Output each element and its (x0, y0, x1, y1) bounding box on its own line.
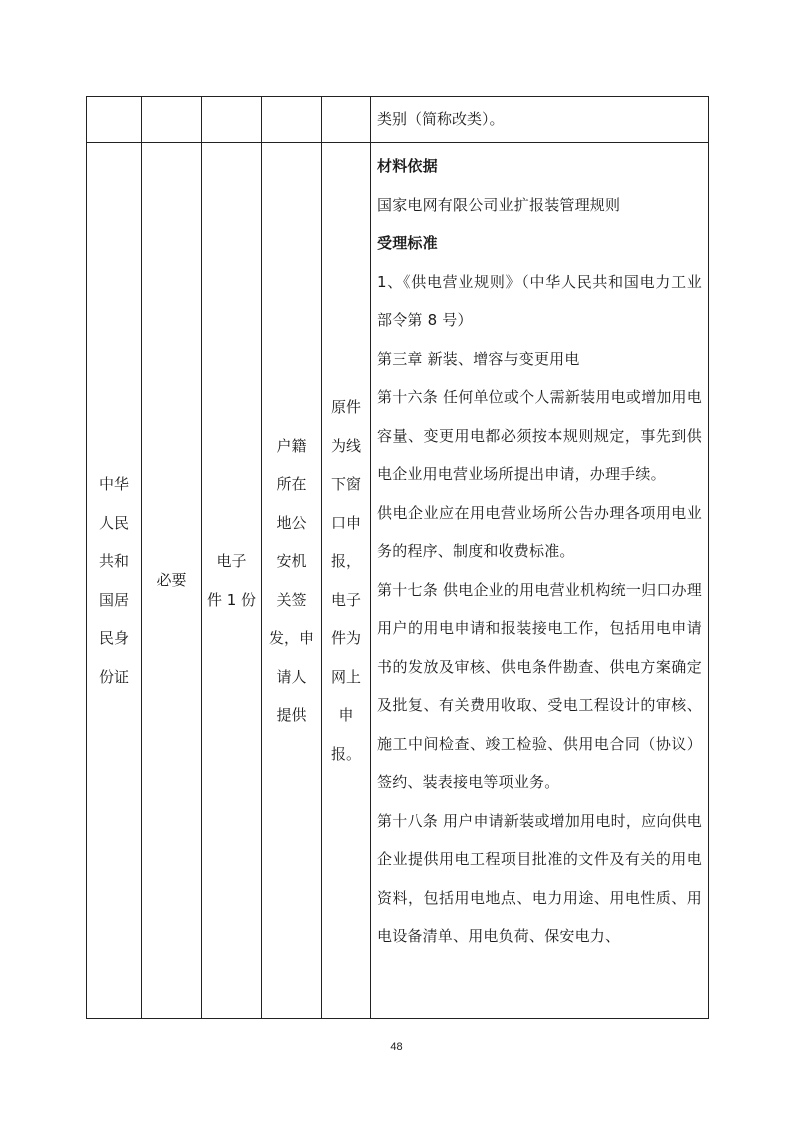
criteria-paragraph: 第十八条 用户申请新装或增加用电时，应向供电企业提供用电工程项目批准的文件及有关的用电资料，包括用电地点、电力用途、用电性质、用电设备清单、用电负荷、保安电力、 (377, 811, 702, 945)
submission-method-line: 报， (330, 552, 361, 570)
material-form (202, 542, 261, 619)
criteria-paragraph: 第三章 新装、增容与变更用电 (377, 349, 580, 368)
continuation-text: 类别（简称改类）。 (377, 110, 505, 128)
cell-submission-method (322, 143, 371, 1019)
section-heading: 受理标准 (377, 234, 438, 252)
criteria-paragraph: 国家电网有限公司业扩报装管理规则 (377, 195, 621, 214)
material-source-line: 地公 (276, 513, 307, 532)
material-name-line: 共和 (98, 552, 129, 570)
material-source (262, 427, 321, 735)
material-name-line: 中华 (98, 475, 129, 493)
material-source-line: 安机 (276, 552, 307, 570)
submission-method-line: 下窗 (330, 475, 361, 493)
criteria-paragraph: 第十六条 任何单位或个人需新装用电或增加用电容量、变更用电都必须按本规则规定，事先到供电企业用电营业场所提出申请，办理手续。 (377, 388, 702, 483)
section-heading: 材料依据 (377, 157, 438, 175)
page-number: 48 (390, 1041, 403, 1053)
material-form-line: 件 1 份 (206, 590, 257, 609)
cell-required (142, 143, 202, 1019)
material-name-line: 人民 (98, 513, 129, 532)
material-name-line: 国居 (98, 590, 129, 609)
submission-method-line: 口申 (330, 513, 361, 532)
material-name-line: 民身 (98, 629, 129, 647)
submission-method-line: 报。 (330, 744, 361, 763)
submission-method (322, 388, 370, 773)
cell-empty-4 (262, 97, 322, 143)
material-source-line: 所在 (276, 475, 307, 493)
table-row-id-card (87, 143, 709, 1019)
material-form-line: 电子 (216, 552, 247, 570)
material-source-line: 户籍 (276, 436, 307, 455)
submission-method-line: 网上 (330, 667, 361, 686)
submission-method-line: 原件 (330, 398, 361, 416)
submission-method-line: 件为 (330, 629, 361, 647)
cell-acceptance-criteria (371, 143, 709, 1019)
required-flag: 必要 (156, 571, 187, 590)
criteria-paragraph: 供电企业应在用电营业场所公告办理各项用电业务的程序、制度和收费标准。 (377, 503, 702, 560)
table-row-continuation (87, 97, 709, 143)
cell-continuation-text (371, 97, 709, 143)
cell-material-source (262, 143, 322, 1019)
material-source-line: 发，申 (268, 629, 314, 647)
cell-empty-3 (202, 97, 262, 143)
cell-empty-2 (142, 97, 202, 143)
criteria-paragraph: 第十七条 供电企业的用电营业机构统一归口办理用户的用电申请和报装接电工作，包括用电申请书的发放及审核、供电条件勘查、供电方案确定及批复、有关费用收取、受电工程设计的审核、施工中间检查、竣工检验、供用电合同（协议）签约、装表接电等项业务。 (377, 580, 702, 791)
acceptance-criteria (377, 143, 702, 956)
criteria-paragraph: 1、《供电营业规则》（中华人民共和国电力工业部令第 8 号） (377, 272, 702, 329)
document-table (86, 96, 709, 1019)
cell-material-form (202, 143, 262, 1019)
submission-method-line: 申 (338, 706, 354, 724)
cell-material-name (87, 143, 142, 1019)
material-name-line: 份证 (98, 667, 129, 686)
material-source-line: 提供 (276, 706, 307, 724)
submission-method-line: 为线 (330, 436, 361, 455)
cell-empty-5 (322, 97, 371, 143)
submission-method-line: 电子 (330, 590, 361, 609)
material-name (87, 465, 141, 696)
material-source-line: 关签 (276, 590, 307, 609)
cell-empty-1 (87, 97, 142, 143)
material-source-line: 请人 (276, 667, 307, 686)
